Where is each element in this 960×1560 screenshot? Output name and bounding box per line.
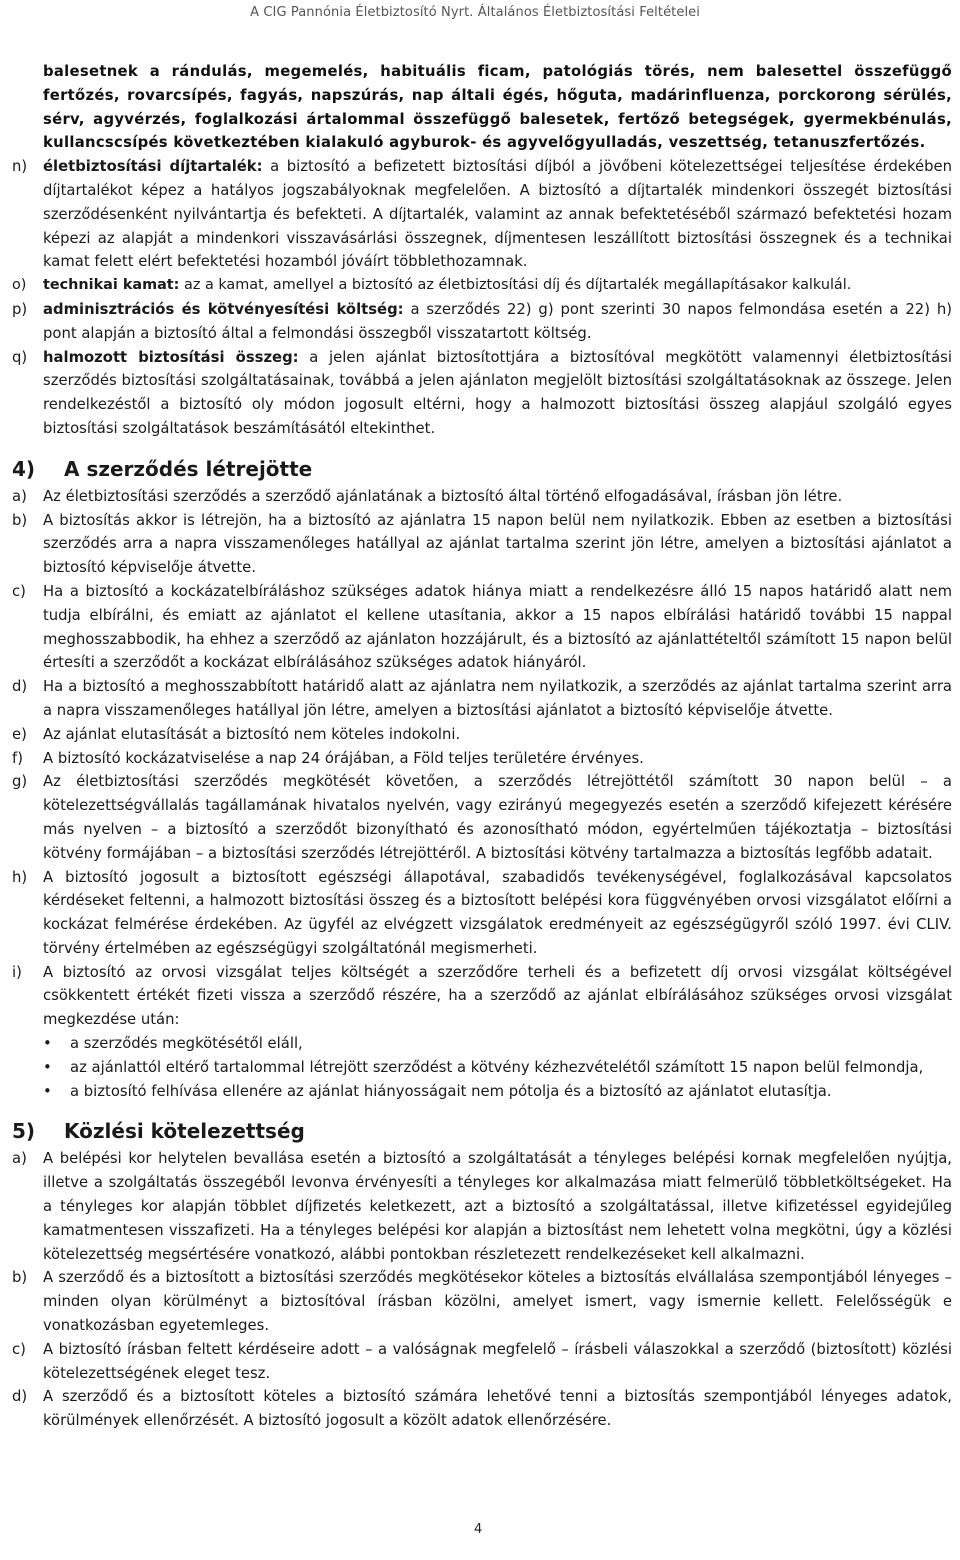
item-label: b): [12, 511, 28, 529]
document-header: A CIG Pannónia Életbiztosító Nyrt. Általános Életbiztosítási Feltételei: [250, 5, 700, 20]
section-title: Közlési kötelezettség: [64, 1119, 305, 1144]
definition-item: [12, 298, 952, 346]
list-item: [12, 1266, 952, 1337]
list-item: [12, 509, 952, 580]
definitions-list: [12, 155, 952, 441]
bullet-text: a biztosító felhívása ellenére az ajánlat hiányosságait nem pótolja és a biztosító az ajánlatot elutasítja.: [70, 1082, 832, 1100]
item-label: c): [12, 582, 26, 600]
bullet-item: [43, 1080, 952, 1104]
bullet-icon: •: [43, 1082, 52, 1100]
definition-term: adminisztrációs és kötvényesítési költség:: [43, 300, 404, 318]
item-label: a): [12, 1150, 27, 1168]
item-text: A szerződő és a biztosított köteles a biztosító számára lehetővé tenni a biztosítás szempontjából lényeges adatok, körülmények ellenőrzését. A biztosító jogosult a közölt adatok ellenőrzésére.: [43, 1388, 952, 1430]
bullet-list: [12, 1032, 952, 1103]
intro-paragraph: balesetnek a rándulás, megemelés, habituális ficam, patológiás törés, nem balesettel összefüggő fertőzés, rovarcsípés, fagyás, napszúrás, nap általi égés, hőguta, madárinfluenza, porckorong sérülés, sérv, agyvérzés, foglalkozási ártalommal összefüggő balesetek, fertőző betegségek, gyermekbénulás, kullancscsípés következtében kialakuló agyburok- és agyvelőgyulladás, veszettség, tetanuszfertőzés.: [43, 63, 952, 152]
item-label: o): [12, 277, 27, 294]
definition-term: halmozott biztosítási összeg:: [43, 348, 299, 366]
definition-item: [12, 346, 952, 441]
item-text: Az életbiztosítási szerződés a szerződő ajánlatának a biztosító által történő elfogadásával, írásban jön létre.: [43, 487, 843, 505]
section-heading: [12, 1118, 952, 1144]
list-item: [12, 770, 952, 865]
bullet-item: [43, 1032, 952, 1056]
page-number: 4: [474, 1522, 483, 1537]
list-item: [12, 747, 952, 771]
item-label: e): [12, 725, 27, 743]
definition-item: [12, 155, 952, 274]
definition-term: technikai kamat:: [43, 277, 180, 294]
list-item: [12, 866, 952, 961]
item-label: g): [12, 773, 28, 791]
item-label: b): [12, 1269, 28, 1287]
item-text: Az életbiztosítási szerződés megkötését követően, a szerződés létrejöttétől számított 30 napon belül – a kötelezettségvállalás tagállamának hivatalos nyelvén, vagy ezirányú megegyezés esetén a szerződő kifejezett kérésére más nyelven – a biztosító a szerződőt bizonyítható és azonosítható módon, egyértelműen tájékoztatja – biztosítási kötvény formájában – a biztosítási szerződés létrejöttéről. A biztosítási kötvény tartalmazza a biztosítás legfőbb adatait.: [43, 773, 952, 862]
definition-text: a biztosító a befizetett biztosítási díjból a jövőbeni kötelezettségei teljesítése érdekében díjtartalékot képez a hatályos jogszabályoknak megfelelően. A biztosító a díjtartalék mindenkori összegét biztosítási szerződésenként nyilvántartja és befekteti. A díjtartalék, valamint az annak befektetéséből származó befektetési hozam képezi az alapját a mindenkori visszavásárlási összegnek, díjmentesen leszállított biztosítási összegnek és a technikai kamat felett elért befektetési hozamból jóváírt többlethozamnak.: [43, 158, 952, 271]
section-5-list: [12, 1147, 952, 1433]
item-text: A biztosító kockázatviselése a nap 24 órájában, a Föld teljes területére érvényes.: [43, 749, 644, 767]
bullet-text: az ajánlattól eltérő tartalommal létrejött szerződést a kötvény kézhezvételétől számított 15 napon belül felmondja,: [70, 1058, 924, 1076]
list-item: [12, 961, 952, 1032]
section-number: 5): [12, 1119, 36, 1144]
definition-item: [12, 274, 952, 298]
definition-text: a jelen ajánlat biztosítottjára a biztosítóval megkötött valamennyi életbiztosítási szerződés biztosítási szolgáltatásainak, továbbá a jelen ajánlaton megjelölt biztosítási szolgáltatásoknak az összege. Jelen rendelkezéstől a biztosító oly módon jogosult eltérni, hogy a halmozott biztosítási összeg alapjául szolgáló egyes biztosítási szolgáltatások beszámításától eltekinthet.: [43, 348, 952, 437]
list-item: [12, 723, 952, 747]
item-label: q): [12, 348, 28, 366]
item-label: d): [12, 1388, 28, 1406]
item-label: p): [12, 300, 28, 318]
item-text: A belépési kor helytelen bevallása esetén a biztosító a szolgáltatását a tényleges belépési kornak megfelelően nyújtja, illetve a szolgáltatás összegéből levonva érvényesíti a tényleges kor alkalmazása miatt felmerülő többletköltségeket. Ha a tényleges kor alapján többlet díjfizetés keletkezett, azt a biztosító a szolgáltatással, illetve kifizetéssel egyidejűleg kamatmentesen visszafizeti. Ha a tényleges belépési kor alapján a biztosítást nem lehetett volna megkötni, úgy a közlési kötelezettség megsértésére vonatkozó, alábbi pontokban részletezett rendelkezéseket kell alkalmazni.: [43, 1150, 952, 1263]
section-number: 4): [12, 456, 36, 481]
item-text: Az ajánlat elutasítását a biztosító nem köteles indokolni.: [43, 725, 461, 743]
item-text: [43, 346, 952, 441]
item-text: Ha a biztosító a meghosszabbított határidő alatt az ajánlatra nem nyilatkozik, a szerződés az ajánlat tartalma szerint arra a napra visszamenőleges hatállyal jön létre, amelyen a biztosítási ajánlatot a biztosító képviselője átvette.: [43, 678, 952, 719]
list-item: [12, 1338, 952, 1386]
list-item: [12, 580, 952, 675]
item-label: c): [12, 1340, 26, 1358]
item-label: i): [12, 963, 22, 981]
item-label: f): [12, 749, 23, 767]
list-item: [12, 1385, 952, 1433]
section-4-list: [12, 485, 952, 1104]
definition-text: az a kamat, amellyel a biztosító az életbiztosítási díj és díjtartalék megállapításakor kalkulál.: [179, 277, 852, 294]
item-text: A szerződő és a biztosított a biztosítási szerződés megkötésekor köteles a biztosítás elvállalása szempontjából lényeges – minden olyan körülményt a biztosítóval írásban közölni, amelyet ismert, vagy ismernie kellett. Felelősségük e vonatkozásban egyetemleges.: [43, 1269, 952, 1335]
item-text: [43, 155, 952, 274]
item-label: h): [12, 868, 28, 886]
item-label: d): [12, 678, 28, 696]
list-item: [12, 485, 952, 509]
item-text: A biztosító jogosult a biztosított egészségi állapotával, szabadidős tevékenységével, foglalkozásával kapcsolatos kérdéseket feltenni, a halmozott biztosítási összeg és a biztosított belépési kora függvényében orvosi vizsgálatot előírni a kockázat felmérése érdekében. Az ügyfél az elvégzett vizsgálatok eredményeit az egészségügyről szóló 1997. évi CLIV. törvény értelmében az egészségügyi szolgáltatónál megismerheti.: [43, 868, 952, 957]
item-text: [43, 274, 952, 298]
item-text: [43, 298, 952, 346]
item-text: A biztosító az orvosi vizsgálat teljes költségét a szerződőre terheli és a befizetett díj orvosi vizsgálat költségével csökkentett értékét fizeti vissza a szerződő részére, ha a szerződő az ajánlat elbírálásához szükséges orvosi vizsgálat megkezdése után:: [43, 963, 952, 1029]
item-text: Ha a biztosító a kockázatelbíráláshoz szükséges adatok hiánya miatt a rendelkezésre álló 15 napos határidő alatt nem tudja elbírálni, és emiatt az ajánlatot el kellene utasítania, akkor a 15 napos elbírálási határidő további 15 nappal meghosszabbodik, ha ehhez a szerződő az ajánlaton hozzájárult, és a biztosító az ajánlattételtől számított 15 napon belül értesíti a szerződőt a kockázat elbírálásához szükséges adatok hiányáról.: [43, 582, 952, 672]
item-label: n): [12, 158, 28, 176]
item-text: A biztosítás akkor is létrejön, ha a biztosító az ajánlatra 15 napon belül nem nyilatkozik. Ebben az esetben a biztosítási szerződés arra a napra visszamenőleges hatállyal az ajánlat tartalma szerint jön létre, amelyen a biztosítási ajánlatot a biztosító képviselője átvette.: [43, 511, 952, 577]
item-label: a): [12, 487, 27, 505]
list-item: [12, 675, 952, 723]
bullet-icon: •: [43, 1058, 52, 1076]
document-body: [12, 60, 952, 1433]
section-heading: [12, 456, 952, 482]
definition-text: a szerződés 22) g) pont szerinti 30 napos felmondása esetén a 22) h) pont alapján a biztosító által a felmondási összegből visszatartott költség.: [43, 300, 953, 342]
item-text: A biztosító írásban feltett kérdéseire adott – a valóságnak megfelelő – írásbeli válaszokkal a szerződő (biztosított) közlési kötelezettségének eleget tesz.: [43, 1340, 952, 1382]
bullet-text: a szerződés megkötésétől eláll,: [70, 1035, 303, 1053]
bullet-item: [43, 1056, 952, 1080]
list-item: [12, 1147, 952, 1266]
definition-term: életbiztosítási díjtartalék:: [43, 158, 263, 176]
section-title: A szerződés létrejötte: [64, 456, 313, 481]
bullet-icon: •: [43, 1035, 52, 1053]
